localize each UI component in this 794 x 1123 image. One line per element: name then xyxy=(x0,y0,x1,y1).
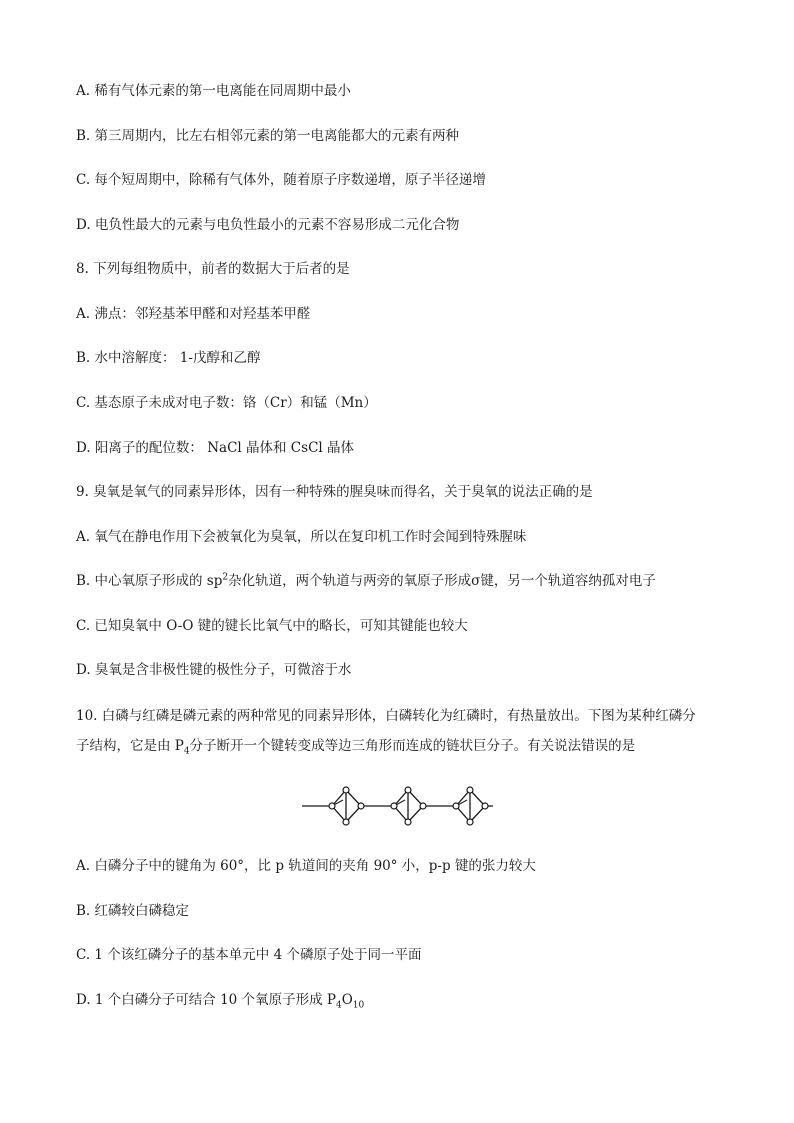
q8-stem: 8. 下列每组物质中，前者的数据大于后者的是 xyxy=(76,261,350,277)
q10-stem-text-1: 子结构，它是由 P xyxy=(76,738,184,754)
q9-option-b-text-1: B. 中心氧原子形成的 sp xyxy=(76,573,223,589)
q10-option-d-subscript-2: 10 xyxy=(352,1000,365,1011)
p-atom xyxy=(467,787,473,793)
q10-option-a: A. 白磷分子中的键角为 60°，比 p 轨道间的夹角 90° 小，p-p 键的张力较大 xyxy=(76,858,536,874)
p-atom xyxy=(391,803,397,809)
q9-option-d: D. 臭氧是含非极性键的极性分子，可微溶于水 xyxy=(76,662,352,678)
prev-option-d: D. 电负性最大的元素与电负性最小的元素不容易形成二元化合物 xyxy=(76,217,460,233)
q10-stem-subscript: 4 xyxy=(183,746,190,757)
p-atom xyxy=(453,803,459,809)
q10-option-d-subscript-1: 4 xyxy=(335,1000,342,1011)
p4-unit xyxy=(456,790,485,822)
p-atom xyxy=(467,819,473,825)
p-atom xyxy=(405,819,411,825)
q8-option-c: C. 基态原子未成对电子数：铬（Cr）和锰（Mn） xyxy=(76,395,377,411)
q9-stem: 9. 臭氧是氧气的同素异形体，因有一种特殊的腥臭味而得名，关于臭氧的说法正确的是 xyxy=(76,484,593,500)
q10-stem-line-1: 10. 白磷与红磷是磷元素的两种常见的同素异形体，白磷转化为红磷时，有热量放出。下图为某种红磷分 xyxy=(76,708,696,724)
q9-option-b xyxy=(76,572,656,590)
q10-stem-text-2: 分子断开一个键转变成等边三角形而连成的链状巨分子。有关说法错误的是 xyxy=(189,738,636,754)
q10-option-b: B. 红磷较白磷稳定 xyxy=(76,903,190,919)
q10-option-d-oxygen: O xyxy=(341,992,353,1008)
p-atom xyxy=(358,803,364,809)
q10-option-d-text: D. 1 个白磷分子可结合 10 个氧原子形成 P xyxy=(76,992,336,1008)
q10-stem-line-2 xyxy=(76,737,635,755)
q9-option-b-superscript: 2 xyxy=(222,572,229,583)
p4-unit xyxy=(394,790,423,822)
q9-option-c: C. 已知臭氧中 O-O 键的键长比氧气中的略长，可知其键能也较大 xyxy=(76,618,468,634)
p4-unit xyxy=(332,790,361,822)
q9-option-a: A. 氧气在静电作用下会被氧化为臭氧，所以在复印机工作时会闻到特殊腥味 xyxy=(76,529,527,545)
q8-option-b: B. 水中溶解度： 1-戊醇和乙醇 xyxy=(76,350,261,366)
red-phosphorus-chain-diagram xyxy=(300,785,495,827)
p-atom xyxy=(405,787,411,793)
p-atom xyxy=(343,819,349,825)
q9-option-b-text-2: 杂化轨道，两个轨道与两旁的氧原子形成σ键，另一个轨道容纳孤对电子 xyxy=(228,573,656,589)
q10-option-c: C. 1 个该红磷分子的基本单元中 4 个磷原子处于同一平面 xyxy=(76,947,422,963)
p-atom xyxy=(329,803,335,809)
prev-option-a: A. 稀有气体元素的第一电离能在同周期中最小 xyxy=(76,83,351,99)
p-atom xyxy=(420,803,426,809)
p-atom xyxy=(343,787,349,793)
q8-option-d: D. 阳离子的配位数： NaCl 晶体和 CsCl 晶体 xyxy=(76,440,355,456)
prev-option-b: B. 第三周期内，比左右相邻元素的第一电离能都大的元素有两种 xyxy=(76,128,460,144)
p-atom xyxy=(482,803,488,809)
prev-option-c: C. 每个短周期中，除稀有气体外，随着原子序数递增，原子半径递增 xyxy=(76,172,486,188)
q8-option-a: A. 沸点：邻羟基苯甲醛和对羟基苯甲醛 xyxy=(76,306,311,322)
q10-option-d xyxy=(76,991,364,1009)
